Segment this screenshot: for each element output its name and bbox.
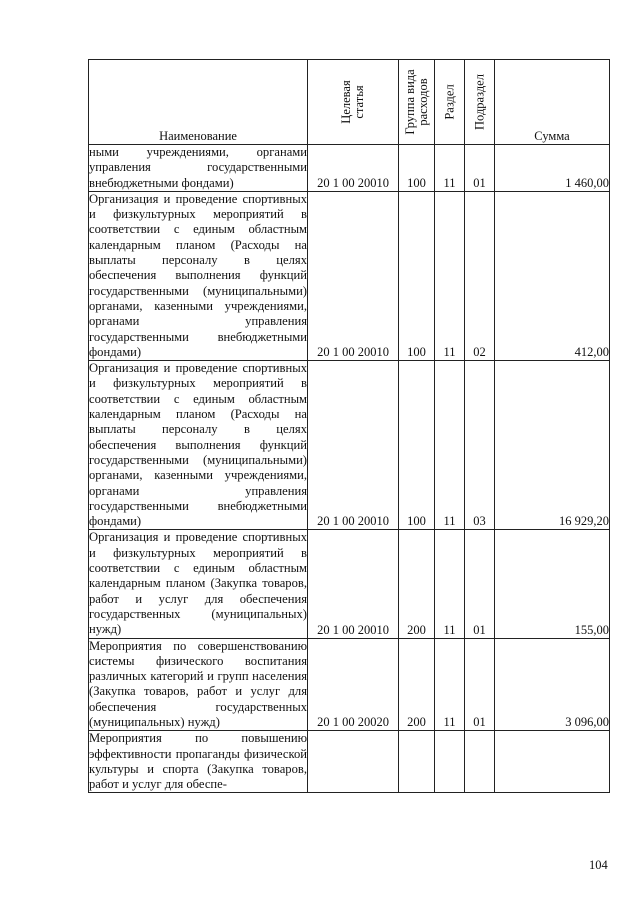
row-section: 11 [435, 638, 465, 731]
row-sum [495, 731, 610, 793]
header-target-article [308, 60, 399, 145]
row-group: 200 [399, 530, 435, 638]
row-section [435, 731, 465, 793]
row-section: 11 [435, 361, 465, 530]
row-group: 200 [399, 638, 435, 731]
table-header-row [89, 60, 610, 145]
header-target-article-line2: статья [352, 85, 366, 119]
budget-table [88, 59, 610, 793]
row-sum: 155,00 [495, 530, 610, 638]
row-target: 20 1 00 20010 [308, 145, 399, 192]
row-sum: 1 460,00 [495, 145, 610, 192]
row-subsection: 01 [465, 530, 495, 638]
table-row [89, 145, 610, 192]
header-expense-group-line1: Группа вида [402, 69, 417, 135]
row-sum: 3 096,00 [495, 638, 610, 731]
row-group: 100 [399, 191, 435, 360]
header-section [435, 60, 465, 145]
row-name: Организация и проведение спортивных и физкультурных мероприятий в соответствии с единым областным календарным планом (Расходы на выплаты персоналу в целях обеспечения выполнения функций государственными (муниципальными) органами, казенными учреждениями, органами управления государственными внебюджетными фондами) [89, 191, 307, 359]
header-section-label: Раздел [442, 84, 456, 120]
row-target: 20 1 00 20010 [308, 191, 399, 360]
row-subsection [465, 731, 495, 793]
row-subsection: 01 [465, 145, 495, 192]
row-group: 100 [399, 361, 435, 530]
table-row [89, 731, 610, 793]
row-name: Организация и проведение спортивных и физкультурных мероприятий в соответствии с единым областным календарным планом (Закупка товаров, работ и услуг для обеспечения государственных (муниципальных) нужд) [89, 530, 307, 637]
header-sum: Сумма [495, 60, 610, 145]
row-target: 20 1 00 20020 [308, 638, 399, 731]
table-row [89, 638, 610, 731]
row-name: Мероприятия по повышению эффективности пропаганды физической культуры и спорта (Закупка товаров, работ и услуг для обеспе- [89, 731, 307, 792]
header-subsection [465, 60, 495, 145]
table-row [89, 361, 610, 530]
row-target: 20 1 00 20010 [308, 361, 399, 530]
row-sum: 412,00 [495, 191, 610, 360]
header-expense-group [399, 60, 435, 145]
row-subsection: 01 [465, 638, 495, 731]
row-subsection: 03 [465, 361, 495, 530]
row-section: 11 [435, 145, 465, 192]
row-name: Мероприятия по совершенствованию системы физического воспитания различных категорий и групп населения (Закупка товаров, работ и услуг для обеспечения государственных (муниципальных) нужд) [89, 638, 307, 729]
header-name: Наименование [89, 60, 308, 145]
row-name: ными учреждениями, органами управления государственными внебюджетными фондами) [89, 145, 307, 190]
header-expense-group-line2: расходов [415, 78, 430, 126]
row-group [399, 731, 435, 793]
row-name: Организация и проведение спортивных и физкультурных мероприятий в соответствии с единым областным календарным планом (Расходы на выплаты персоналу в целях обеспечения выполнения функций государственными (муниципальными) органами, казенными учреждениями, органами управления государственными внебюджетными фондами) [89, 361, 307, 529]
row-group: 100 [399, 145, 435, 192]
table-row [89, 191, 610, 360]
row-subsection: 02 [465, 191, 495, 360]
row-section: 11 [435, 530, 465, 638]
header-target-article-line1: Целевая [339, 80, 353, 124]
row-target [308, 731, 399, 793]
table-row [89, 530, 610, 638]
row-target: 20 1 00 20010 [308, 530, 399, 638]
header-subsection-label: Подраздел [472, 74, 486, 130]
page-number: 104 [589, 858, 608, 872]
row-section: 11 [435, 191, 465, 360]
row-sum: 16 929,20 [495, 361, 610, 530]
